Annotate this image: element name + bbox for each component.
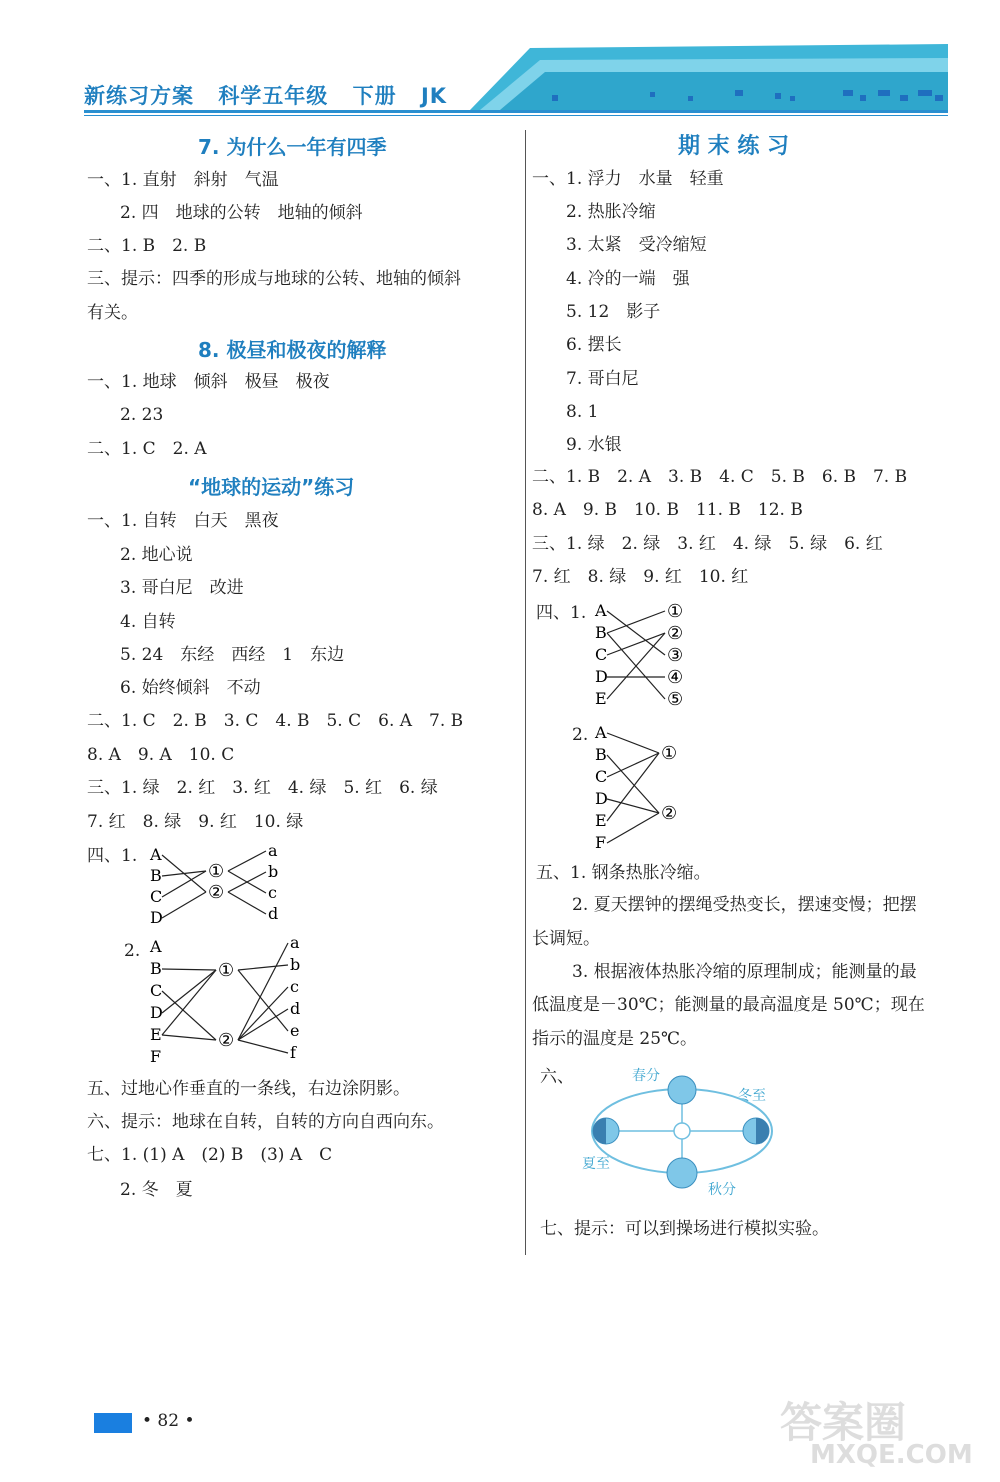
label-spring-equinox: 春分 [632, 1068, 660, 1084]
match-label: a [290, 933, 300, 952]
match-label: A [150, 845, 162, 864]
match-label: ② [208, 882, 225, 903]
answer-line: 5. 24 东经 西经 1 东边 [120, 645, 345, 665]
answer-line: 8. 1 [566, 402, 599, 422]
section-title-seasons: 7. 为什么一年有四季 [198, 135, 387, 159]
match-label: A [150, 937, 162, 956]
match-label: d [290, 999, 301, 1018]
match-label: C [150, 981, 163, 1000]
match-label: ② [667, 623, 684, 644]
earth-icon [668, 1076, 696, 1104]
matching-diagram-2 [140, 932, 310, 1064]
answer-line: 一、1. 浮力 水量 轻重 [532, 169, 724, 189]
match-label: C [595, 767, 608, 786]
match-label: ② [661, 803, 678, 824]
page-number: • 82 • [142, 1411, 195, 1431]
match-label: ② [218, 1030, 235, 1051]
answer-line: 一、1. 自转 白天 黑夜 [87, 511, 279, 531]
match-label: ① [218, 960, 235, 981]
answer-line: 4. 冷的一端 强 [566, 269, 690, 289]
answer-line: 七、1. (1) A (2) B (3) A C [87, 1145, 333, 1165]
header-banner [0, 0, 1000, 130]
earth-orbit-diagram [570, 1060, 785, 1202]
match-label: ① [661, 743, 678, 764]
match-label: ① [208, 861, 225, 882]
answer-line: 三、提示：四季的形成与地球的公转、地轴的倾斜 [87, 269, 461, 289]
subject-grade: 科学五年级 [218, 84, 329, 108]
match-label: C [150, 887, 163, 906]
page-marker [94, 1413, 132, 1433]
answer-label: 四、1. [536, 603, 587, 623]
section-title-final: 期 末 练 习 [678, 134, 789, 159]
answer-line: 2. 23 [120, 405, 164, 425]
match-label: D [150, 908, 163, 927]
answer-line: 2. 地心说 [120, 545, 193, 565]
edition-label: JK [420, 84, 448, 108]
answer-line: 一、1. 地球 倾斜 极昼 极夜 [87, 372, 330, 392]
answer-line: 三、1. 绿 2. 绿 3. 红 4. 绿 5. 绿 6. 红 [532, 534, 883, 554]
label-summer-solstice: 夏至 [582, 1156, 610, 1172]
match-label: B [150, 866, 162, 885]
watermark-url: MXQE.COM [810, 1440, 973, 1470]
match-label: A [595, 601, 607, 620]
answer-line: 二、1. B 2. A 3. B 4. C 5. B 6. B 7. B [532, 467, 908, 487]
answer-line: 一、1. 直射 斜射 气温 [87, 170, 279, 190]
match-label: c [268, 883, 277, 902]
answer-line: 8. A 9. B 10. B 11. B 12. B [532, 500, 803, 520]
match-label: ④ [667, 667, 684, 688]
earth-icon [667, 1158, 697, 1188]
match-label: D [150, 1003, 163, 1022]
answer-line: 3. 根据液体热胀冷缩的原理制成；能测量的最 [572, 962, 917, 982]
label-autumn-equinox: 秋分 [708, 1182, 736, 1198]
answer-line: 7. 红 8. 绿 9. 红 10. 红 [532, 567, 749, 587]
answer-line: 二、1. C 2. A [87, 439, 207, 459]
section-title-earth-motion: “地球的运动”练习 [188, 475, 355, 499]
match-label: f [290, 1043, 296, 1062]
match-label: C [595, 645, 608, 664]
match-label: A [595, 723, 607, 742]
answer-line: 六、提示：地球在自转，自转的方向自西向东。 [87, 1112, 444, 1132]
volume-label: 下册 [352, 84, 397, 108]
answer-line: 7. 红 8. 绿 9. 红 10. 绿 [87, 812, 304, 832]
label-winter-solstice: 冬至 [738, 1088, 766, 1104]
match-label: D [595, 789, 608, 808]
match-label: d [268, 904, 279, 923]
answer-line: 7. 哥白尼 [566, 369, 639, 389]
answer-line: 二、1. B 2. B [87, 236, 207, 256]
match-label: E [150, 1025, 162, 1044]
answer-line: 8. A 9. A 10. C [87, 745, 235, 765]
match-label: B [595, 745, 607, 764]
answer-label: 2. [572, 725, 589, 745]
answer-line: 七、提示：可以到操场进行模拟实验。 [540, 1219, 829, 1239]
answer-line: 6. 始终倾斜 不动 [120, 678, 261, 698]
series-name: 新练习方案 [84, 84, 194, 108]
answer-line: 指示的温度是 25℃。 [532, 1029, 698, 1049]
matching-diagram-4 [585, 718, 695, 852]
watermark-logo: 答案圈 [780, 1398, 907, 1447]
match-label: b [268, 862, 279, 881]
match-label: ③ [667, 645, 684, 666]
answer-line: 9. 水银 [566, 435, 622, 455]
answer-line: 5. 12 影子 [566, 302, 661, 322]
match-label: F [595, 833, 607, 852]
match-label: F [150, 1047, 162, 1064]
answer-label: 2. [124, 941, 141, 961]
match-label: E [595, 811, 607, 830]
match-label: D [595, 667, 608, 686]
match-label: ① [667, 601, 684, 622]
match-label: b [290, 955, 301, 974]
answer-label: 六、 [540, 1067, 574, 1087]
answer-line: 3. 太紧 受冷缩短 [566, 235, 707, 255]
matching-diagram-1 [140, 840, 300, 930]
answer-line: 二、1. C 2. B 3. C 4. B 5. C 6. A 7. B [87, 711, 464, 731]
match-label: B [595, 623, 607, 642]
match-label: B [150, 959, 162, 978]
answer-line: 2. 夏天摆钟的摆绳受热变长，摆速变慢；把摆 [572, 895, 917, 915]
column-divider [525, 130, 526, 1255]
answer-label: 四、1. [87, 846, 138, 866]
section-title-polar: 8. 极昼和极夜的解释 [198, 338, 387, 362]
answer-line: 五、1. 钢条热胀冷缩。 [536, 863, 711, 883]
answer-line: 2. 热胀冷缩 [566, 202, 656, 222]
book-title [84, 80, 463, 110]
sun-icon [674, 1123, 690, 1139]
match-label: ⑤ [667, 689, 684, 710]
answer-line: 6. 摆长 [566, 335, 622, 355]
page-header [0, 0, 1000, 130]
answer-line: 有关。 [87, 303, 138, 323]
answer-line: 2. 冬 夏 [120, 1180, 193, 1200]
answer-line: 五、过地心作垂直的一条线，右边涂阴影。 [87, 1079, 410, 1099]
match-label: c [290, 977, 299, 996]
answer-line: 长调短。 [532, 929, 600, 949]
answer-line: 3. 哥白尼 改进 [120, 578, 244, 598]
answer-line: 三、1. 绿 2. 红 3. 红 4. 绿 5. 红 6. 绿 [87, 778, 438, 798]
answer-line: 4. 自转 [120, 612, 176, 632]
answer-line: 2. 四 地球的公转 地轴的倾斜 [120, 203, 363, 223]
match-label: E [595, 689, 607, 708]
match-label: a [268, 841, 278, 860]
answer-line: 低温度是－30℃；能测量的最高温度是 50℃；现在 [532, 995, 925, 1015]
match-label: e [290, 1021, 300, 1040]
matching-diagram-3 [585, 596, 695, 710]
